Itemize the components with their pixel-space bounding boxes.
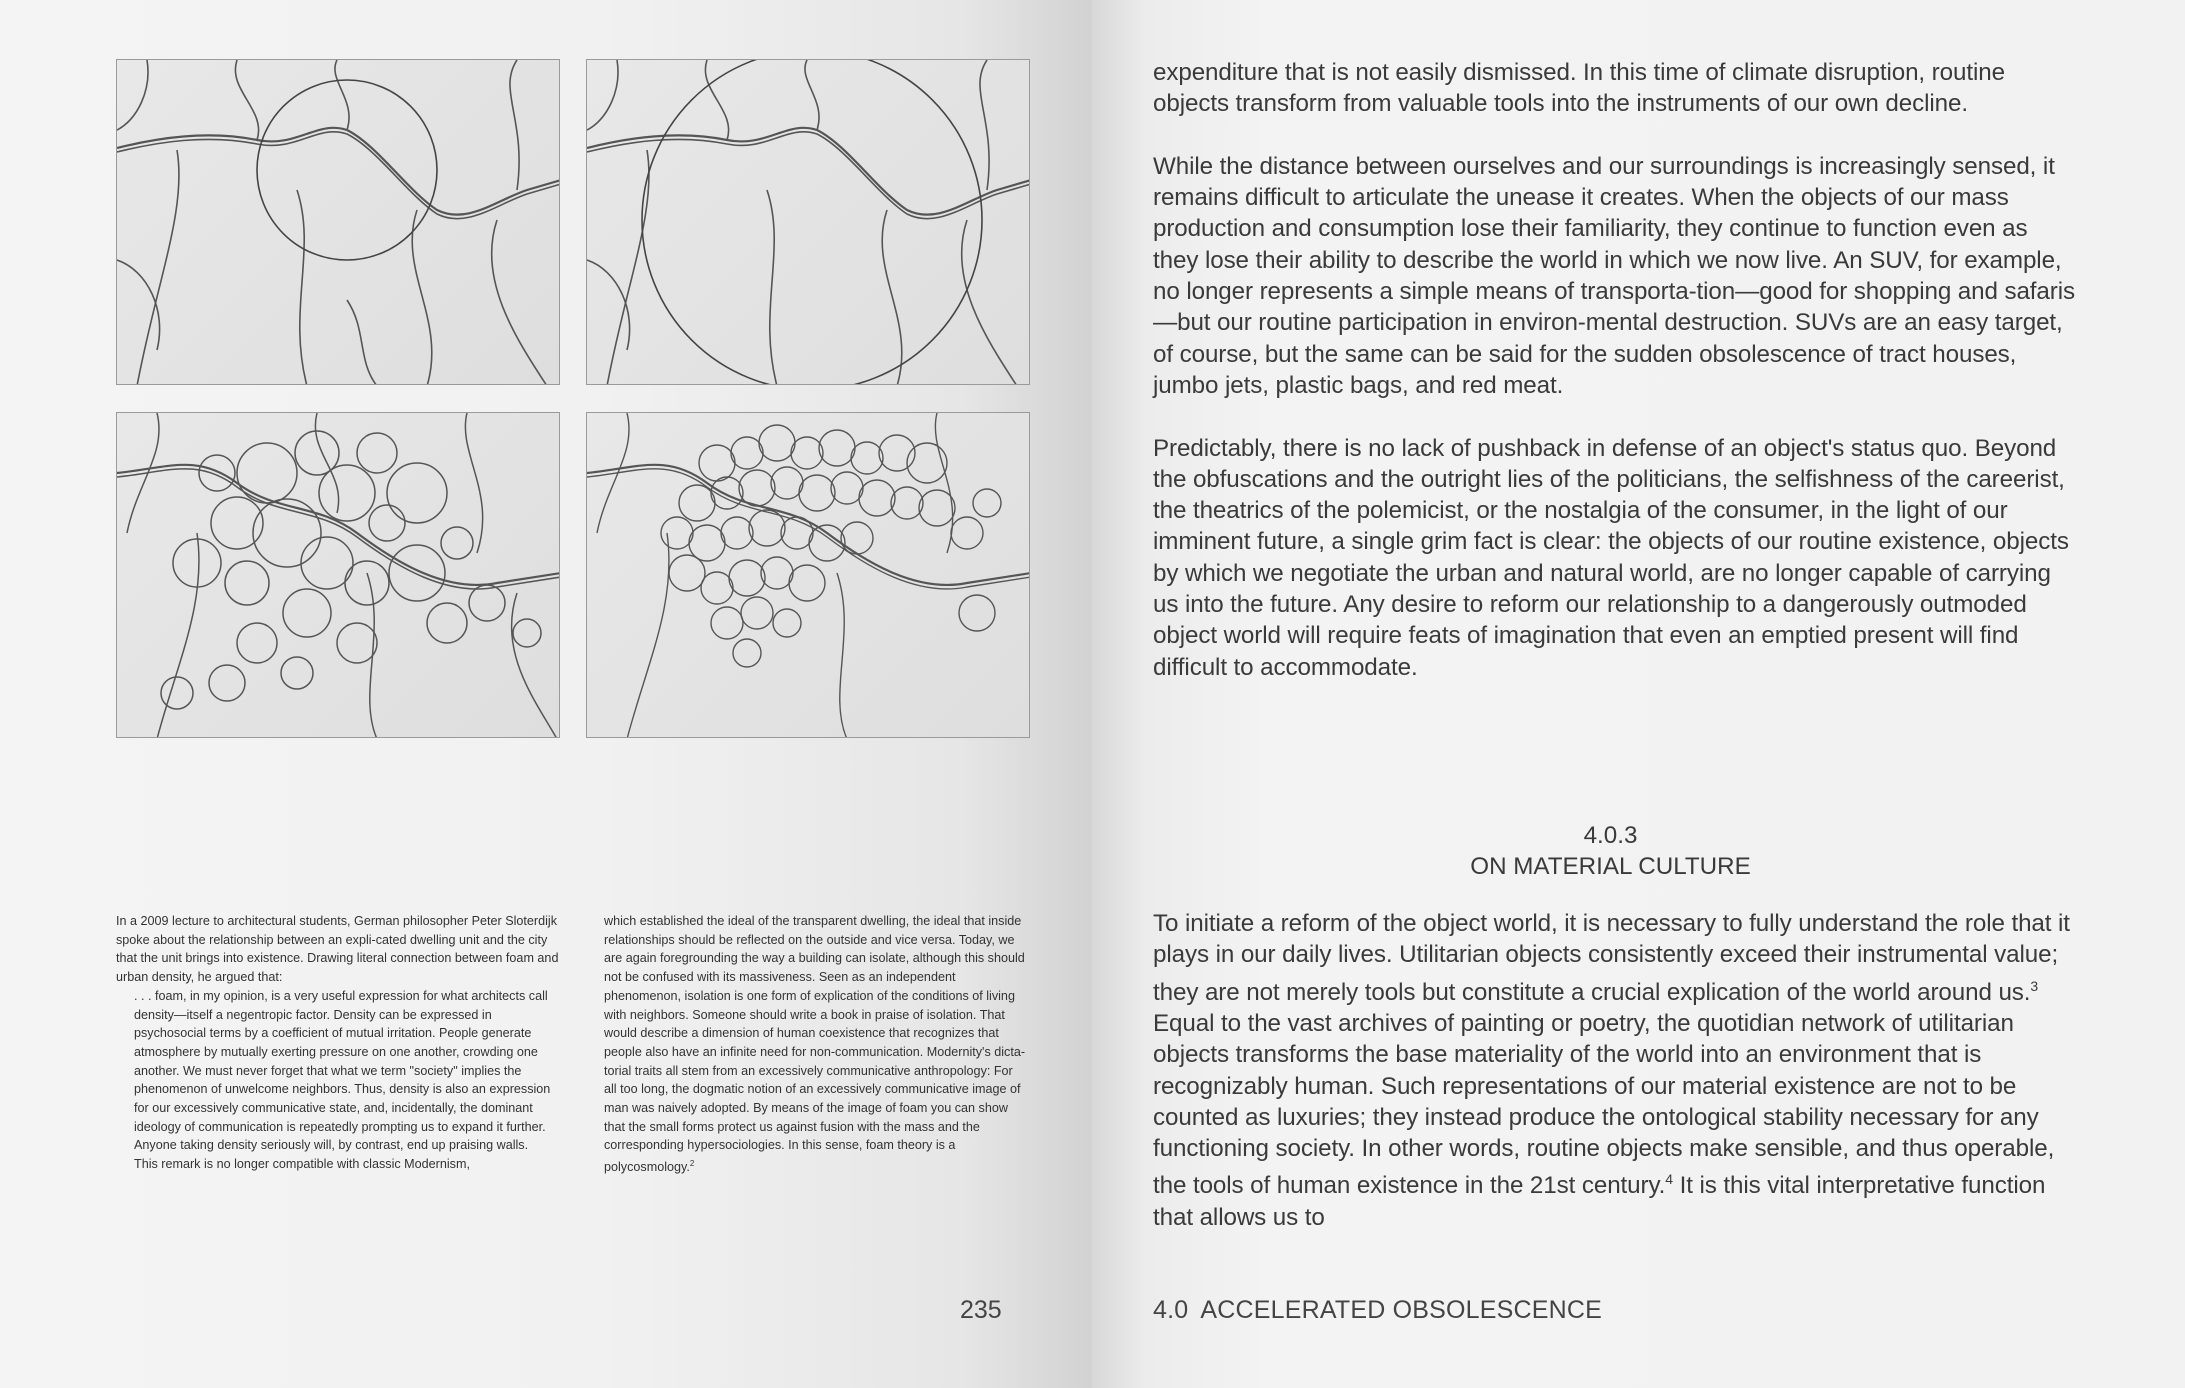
section-heading — [1153, 820, 2068, 883]
paragraph-climate: expenditure that is not easily dismissed. In this time of climate disruption, routine objects transform from valuable tools into the instruments of our own decline. — [1153, 59, 2005, 118]
modernism-paragraph — [604, 912, 1028, 1177]
running-head — [1153, 1296, 1602, 1325]
section-number: 4.0.3 — [1583, 822, 1638, 849]
lecture-intro-paragraph: In a 2009 lecture to architectural students, German philosopher Peter Sloterdijk spoke about the relationship between an expli-cated dwelling unit and the city that the unit brings into existence. Drawing literal connection between foam and urban density, he argued that: — [116, 914, 559, 985]
section-title: ON MATERIAL CULTURE — [1470, 853, 1751, 881]
right-body-text-bottom — [1153, 908, 2078, 1264]
figure-diagram-3 — [116, 412, 560, 738]
right-body-text-top — [1153, 57, 2078, 714]
left-text-column-1 — [116, 912, 566, 1174]
figure-diagram-1 — [116, 59, 560, 385]
quote-continuation: This remark is no longer compatible with classic Modernism, — [134, 1157, 470, 1172]
diagram-single-circle-svg — [117, 60, 560, 385]
page-number: 235 — [960, 1296, 1002, 1324]
running-head-number: 4.0 — [1153, 1296, 1189, 1324]
figure-diagram-2 — [586, 59, 1030, 385]
running-head-title: ACCELERATED OBSOLESCENCE — [1200, 1296, 1603, 1324]
diagram-dense-circles-svg — [587, 413, 1030, 738]
sloterdijk-quote: . . . foam, in my opinion, is a very useful expression for what architects call density—itself a negentropic factor. Density can be expressed in psychosocial terms by a coefficient of mutual irritation. People generate atmosphere by mutually exerting pressure on one another, crowding one another. We must never forget that what we term "society" implies the phenomenon of unwelcome neighbors. Thus, density is also an expression for our excessively communicative state, and, incidentally, the dominant ideology of communication is repeatedly prompting us to expand it further. Anyone taking density seriously will, by contrast, end up praising walls. — [134, 988, 551, 1153]
footnote-marker-3: 3 — [2030, 977, 2039, 994]
left-text-column-2 — [604, 912, 1028, 1177]
paragraph-material-culture — [1153, 908, 2078, 1233]
modernism-paragraph-text: which established the ideal of the transparent dwelling, the ideal that inside relationships should be reflected on the outside and vice versa. Today, we are again foregrounding the way a building can isolate, although this should not be confused with its massiveness. Seen as an independent phenomenon, isolation is one form of explication of the conditions of living with neighbors. Someone should write a book in praise of isolation. That would describe a dimension of human coexistence that recognizes that people also have an infinite need for non-communication. Modernity's dicta-torial traits all stem from an excessively communicative anthropology: For all too long, the dogmatic notion of an excessively communicative image of man was naively adopted. By means of the image of foam you can show that the small forms protect us against fusion with the mass and the corresponding hypersociologies. In this sense, foam theory is a polycosmology. — [604, 914, 1026, 1175]
footnote-marker-2: 2 — [689, 1159, 695, 1169]
paragraph-distance: While the distance between ourselves and our surroundings is increasingly sensed, it remains difficult to articulate the unease it creates. When the objects of our mass production and consumption lose their familiarity, they continue to function even as they lose their ability to describe the world in which we now live. An SUV, for example, no longer represents a simple means of transporta-tion—good for shopping and safaris—but our routine participation in environ-mental destruction. SUVs are an easy target, of course, but the same can be said for the sudden obsolescence of tract houses, jumbo jets, plastic bags, and red meat. — [1153, 152, 2076, 399]
paragraph-part-b: Equal to the vast archives of painting or poetry, the quotidian network of utilitarian objects transforms the base materiality of the world into an environment that is recognizably human. Such representations of our material existence are not to be counted as luxuries; they instead produce the ontological stability necessary for any functioning society. In other words, routine objects make sensible, and thus operable, the tools of human existence in the 21st century. — [1153, 1009, 2055, 1200]
footnote-marker-4: 4 — [1665, 1171, 1673, 1188]
diagram-many-circles-svg — [117, 413, 560, 738]
paragraph-part-a: To initiate a reform of the object world, it is necessary to fully understand the role that it plays in our daily lives. Utilitarian objects consistently exceed their instrumental value; they are not merely tools but constitute a crucial explication of the world around us. — [1153, 910, 2070, 1006]
paragraph-pushback: Predictably, there is no lack of pushback in defense of an object's status quo. Beyond the obfuscations and the outright lies of the politicians, the selfishness of the careerist, the theatrics of the polemicist, or the nostalgia of the consumer, in the light of our imminent future, a single grim fact is clear: the objects of our routine existence, objects by which we negotiate the urban and natural world, are no longer capable of carrying us into the future. Any desire to reform our relationship to a dangerously outmoded object world will require feats of imagination that even an emptied present will find difficult to accommodate. — [1153, 434, 2069, 681]
paragraph-part-c: It is this vital interpretative function that allows us to — [1153, 1172, 2046, 1231]
figure-diagram-4 — [586, 412, 1030, 738]
diagram-large-circle-svg — [587, 60, 1030, 385]
